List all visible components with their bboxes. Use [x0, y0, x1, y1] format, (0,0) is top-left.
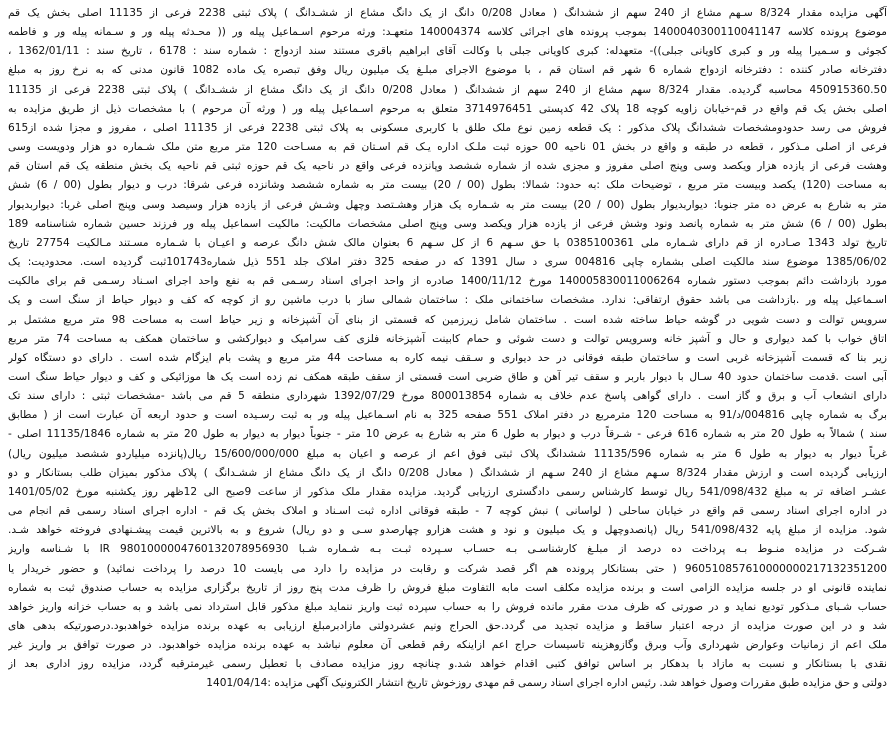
- notice-line: تاریخ تولد 1343 صـادره از قم دارای شـماره ملی 0385100361 با حق سـهم 6 از کل سـهم 6 بعنوان مالک شش دانگ عرصه و اعیـان با شـماره مسـتند مـالکیت 27754 تاریخ: [8, 236, 887, 249]
- notice-line: شد و در این صورت مزایده از درجه اعتبار ساقط و مزایده تجدید می گردد.حق الحراج ونیم عشردولتی مازادبرمبلغ ارزیابی به عهده برنده مزایده خواهدبود.درصورتیکه بدهی های: [8, 620, 887, 632]
- notice-line: دولتی و حق مزایده طبق مقررات وصول خواهد شد. رئیس اداره اجرای اسناد رسمی قم مهدی روزخوش تاریخ انتشار الکترونیک آگهی مزایده :1401/04/14: [206, 677, 887, 690]
- notice-line: موضوع پرونده کلاسه 1400040300110041147 بموجب پرونده های اجرائی کلاسه 140004374 متعهـد: ورثه مرحوم اسـماعیل پیله ور (( محـدثه پیله ور و سـمانه پیله ور و فاطمه: [8, 26, 887, 39]
- notice-line: شـرکت در مزایده منـوط بـه پرداخت ده درصد از مبلـغ کارشناسـی بـه حسـاب سـپرده ثبـت بـه شـماره شـبا 9801000004760132078956930 IR با شـناسه واریز: [8, 543, 887, 556]
- notice-line: سند ) شمالاً به طول 20 متر به شماره 616 فرعی - شـرقاً درب و دیوار به طول 6 متر به شارع به عرض 10 متر - جنوباً دیوار به دیوار به طول 20 متر به شماره 11135/1846 اصلی -: [8, 428, 887, 441]
- notice-line: اصلی بخش یک قم واقع در قم-خیابان زاویه کوچه 18 پلاک 42 کدپستی 3714976451 متعلق به مرحوم اسـماعیل پیله ور ( ورثه آن مرحوم ) با مشخصات ذیل از طریق مزایده به: [8, 102, 887, 115]
- notice-line: نقدی با بستانکار و نسبت به مازاد با بدهکار بر اساس توافق کتبی اقدام خواهد شد.و چنانچه روز مزایده مصادف با تعطیل رسمی غیرمترقبه گردد، مزایده روز اداری بعد از: [8, 658, 887, 671]
- notice-line: دارای انشعاب آب و برق و گاز است . دارای گواهی پاسخ عدم خلاف به شماره 800013854 مورخ 1392/07/29 شهرداری منطقه 5 قم می باشد -مشخصات ثبتی : دارای سند تک: [8, 390, 887, 403]
- notice-line: 450915360.50 محاسبه گردیده. مقدار 8/324 سهم مشاع از 240 سهم از ششدانگ ( معادل 0/208 دانگ از یک دانگ مشاع از ششـدانگ ) پلاک ثبتی 2238 فرعی از 11135: [8, 83, 887, 96]
- notice-line: نماینده قانونی او در جلسه مزایده الزامی است و برنده مزایده مکلف است مابه التفاوت مبلغ فروش را ظرف مدت پنج روز از تاریخ برگزاری مزایده به حساب صندوق ثبت به شماره: [8, 581, 887, 594]
- notice-line: عشـر اضافه تر به مبلغ 541/098/432 ریال توسط کارشناس رسمی دادگستری ارزیابی گردید. مزایده مقدار ملک مذکور از ساعت 9صبح الی 12ظهر روز یکشنبه مورخ 1401/05/02: [8, 485, 887, 498]
- notice-line: بطول (00 / 6) شش متر به شماره پانصد ونود وشش فرعی از یازده هزار ویکصد وسی وپنج اصلی مشخصات مالکیت: مالکیت اسماعیل پیله ور فرزند حسین شماره شناسنامه 189: [8, 217, 887, 230]
- notice-line: آبی است .قدمت ساختمان حدود 40 سـال با دیوار باربر و سقف تیر آهن و طاق ضربی است قسمتی از سقف طبقه همکف نم زده است یک ها موزائیکی و کف و دیوار حیاط سنگ است: [8, 370, 887, 383]
- notice-line: وهشت فرعی از یازده هزار ویکصد وسی وپنج اصلی مفروز و مجزی شده از شماره ششصد وپانزده فرعی واقع در ناحیه یک قم حوزه ثبتی قم ناحیه یک بخش منطقه یک قم استان قم: [8, 160, 887, 173]
- notice-line: سرویس توالت و دست شویی در گوشه حیاط ساخته شده است . ساختمان شامل زیرزمین که قسمتی از بنای آن آشپزخانه و زیر حیاط است به مساحت 98 متر مربع مشتمل بر: [8, 313, 887, 326]
- notice-line: فروش می رسد حدودومشخصات ششدانگ پلاک مذکور : یک قطعه زمین نوع ملک طلق با کاربری مسکونی به پلاک ثبتی 2238 فرعی از 11135 اصلی ، مفروز و مجزا شده از615: [8, 121, 887, 134]
- notice-line: غرباً دیوار به دیوار به طول 6 متر به شماره 11135/596 ششدانگ پلاک ثبتی فوق اعم از عرصه و اعیان به مبلغ 15/600/000/000 ریال(پانزده میلیاردو ششصد میلیون ریال): [8, 447, 887, 460]
- notice-line: آگهی مزایده مقدار 8/324 سـهم مشاع از 240 سهم از ششدانگ ( معادل 0/208 دانگ از یک دانگ مشاع از ششـدانگ ) پلاک ثبتی 2238 فرعی از 11135 اصلی بخش یک قم: [8, 7, 887, 19]
- notice-line: زیر بنا که قسمت آشپزخانه غربی است و ساختمان طبقه فوقانی در حد دیواری و سـقف نیمه کاره به مساحت 44 متر مربع و پشت بام ایزگام شده است . دارای دو دستگاه کولر: [8, 351, 887, 364]
- notice-line: فرعی از اصلی مـذکور ، قطعه در طبقه و واقع در بخش 01 ناحیه 00 حوزه ثبت ملـک اداره یـک قم اسـتان قم به مسـاحت 120 متر مربع متن ملک شـماره دو هزار ودویست وسی: [8, 141, 887, 154]
- notice-line: شود. مزایده از مبلغ پایه 541/098/432 ریال (پانصدوچهل و یک میلیون و نود و هشت هزارو چهارصدو سـی و دو ریال) شروع و به بالاترین قیمت پیشـنهادی فروخته خواهد شـد.: [8, 524, 887, 537]
- notice-line: متر به شارع به عرض ده متر جنوبا: دیواربدیوار بطول (00 / 20) بیست متر به شـماره یک هزار وهشـتصد وچهل وشـش فرعی از یازده هزار وسیصد وسی وپنج اصلی غربا: دیواربدیوار: [8, 198, 887, 211]
- notice-line: کجوئی و سـمیرا پیله ور و کبری کاویانی جبلی))- متعهدله: کبری کاویانی جبلی با وکالت آقای ابراهیم باقری مستند سند ازدواج : شماره سند : 6178 ، تاریخ سند : 1362/01/11 ،: [8, 45, 887, 58]
- notice-line: اتاق خواب با کمد دیواری و حال و آشپز خانه وسرویس توالت و دست شوئی و حمام کابینت آشپزخانه فلزی کف سرامیک و دیوارکشی و ساختمان همکف به مساحت 74 متر مربع: [8, 332, 887, 345]
- notice-line: به مساحت (120) یکصد وبیست متر مربع ، توضیحات ملک :به حدود: شمالا: بطول (00 / 20) بیست متر به شماره ششصد وشانزده فرعی شرقا: درب و دیوار بطول (00 / 6) شش: [8, 179, 887, 192]
- notice-line: 960510857610000000217132351200 ( حتی بستانکار پرونده هم اگر قصد شرکت و رقابت در مزایده را دارد می بایست 10 درصد را پرداخت نمائید) و حضور خریدار یا: [8, 562, 887, 575]
- notice-line: برگ به شماره چاپی 004816/د/91 به مساحت 120 مترمربع در دفتر املاک 551 صفحه 325 به نام اسـماعیل پیله ور به ثبت رسـیده است و حدود اربعه آن عبارت است از ( مطابق: [8, 409, 887, 422]
- notice-line: مورد بازداشت دائم بموجب دستور شماره 140005830011006264 مورخ 1400/11/12 صادره از واحد اجرای اسناد رسـمی قم به نفع واحد اجرای اسـناد رسـمی قم برای مالکیت: [8, 275, 887, 288]
- notice-line: حساب شـبای مـذکور تودیع نماید و در صورتی که ظرف مدت مقرر مانده فروش را به حساب سپرده ثبت واریز ننماید مبلغ مذکور قابل استرداد نمی باشد و به حساب خزانه واریز خواهد: [8, 600, 887, 613]
- notice-line: ملک اعم از زمانیات وعوارض شهرداری وآب وبرق وگازوهزینه تاسیسات حراج اعم ازاینکه رقم قطعی آن معلوم نباشد به عهده برنده مزایده خواهدبود. در صورت توافق بر واریز غیر: [8, 639, 887, 652]
- notice-line: دفترخانه صادر کننده : دفترخانه ازدواج شماره 6 شهر قم استان قم ، با موضوع الاجرای مبلـغ یک میلیون ریال وفق تبصره یک ماده 1082 قانون مدنی که به نرخ روز به مبلغ: [8, 64, 887, 77]
- notice-line: در اداره اجرای اسناد رسمی قم واقع در خیابان ساحلی ( لواسانی ) نبش کوچه 7 - طبقه فوقانی اداره ثبت اسـناد و املاک بخش یک قم - اداره اجرای اسناد رسمی قم انجام می: [8, 505, 887, 518]
- notice-line: ارزیابی گردیده است و ارزش مقدار 8/324 سـهم مشاع از 240 سـهم از ششدانگ ( معادل 0/208 دانگ از یک دانگ مشاع از ششـدانگ ) پلاک مذکور بمیزان طلب بستانکار و دو: [8, 466, 887, 479]
- notice-line: 1385/06/02 موضوع سند مالکیت اصلی بشماره چاپی 004816 سری د سال 1391 که در صفحه 325 دفتر املاک جلد 551 ذیل شماره101743ثبت گردیده است. محدودیت: یک: [8, 256, 887, 269]
- notice-line: اسـماعیل پیله ور .بازداشت می باشد حقوق ارتفاقی: ندارد. مشخصات ساختمانی ملک : ساختمان شمالی ساز با درب ماشین رو از کوچه که کف و دیوار حیاط از سنگ است و یک: [8, 294, 887, 307]
